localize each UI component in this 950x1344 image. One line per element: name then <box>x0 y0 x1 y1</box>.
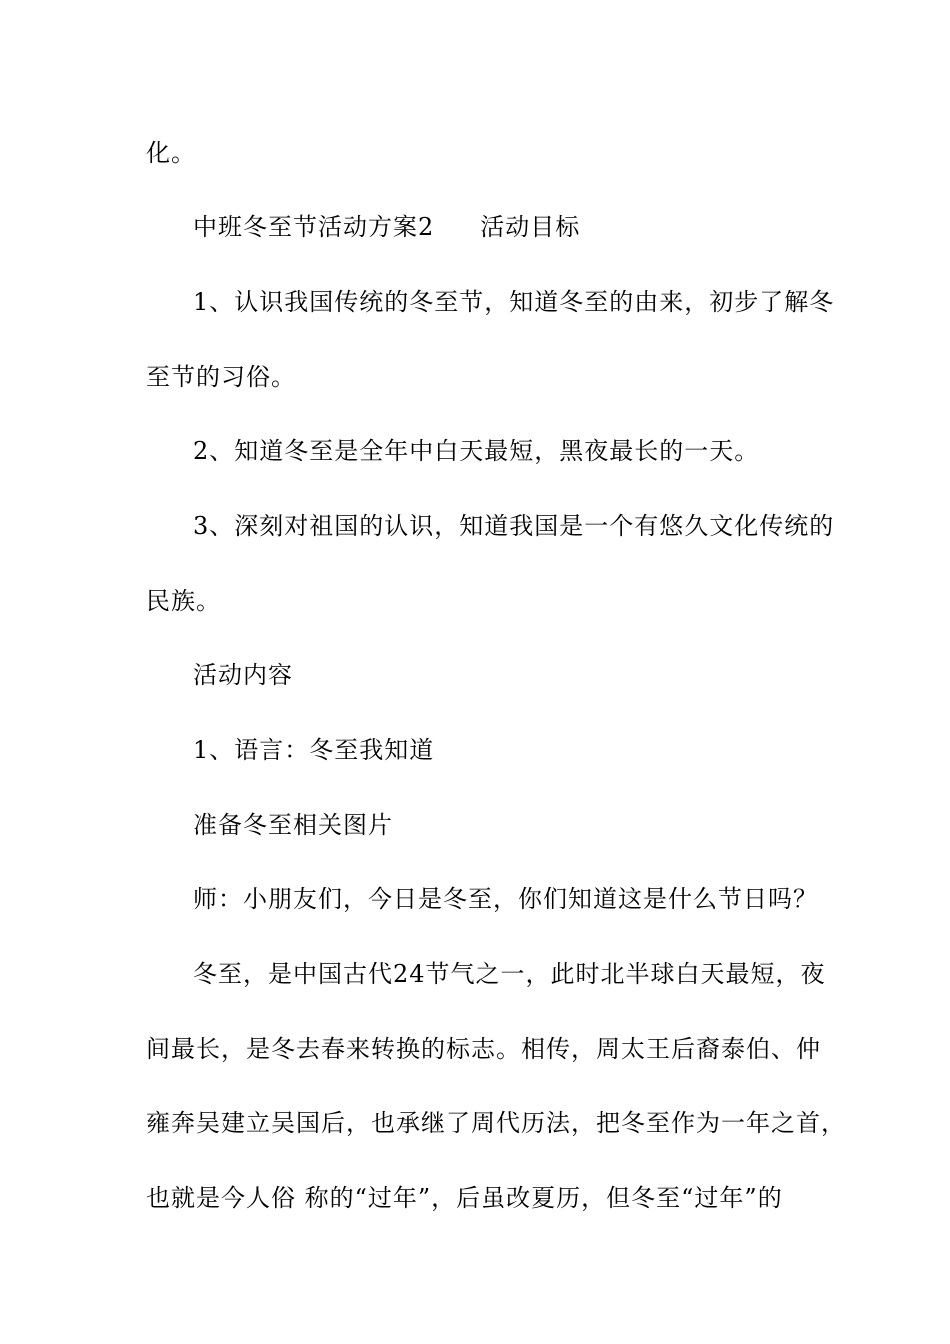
section-heading-line <box>193 212 883 242</box>
text-line: 1、认识我国传统的冬至节，知道冬至的由来，初步了解冬 <box>193 288 835 316</box>
plan-title: 中班冬至节活动方案2 <box>193 213 435 241</box>
text-line: 也就是今人俗 称的“过年”，后虽改夏历，但冬至“过年”的 <box>146 1184 783 1212</box>
text-line: 至节的习俗。 <box>146 363 296 391</box>
text-line: 2、知道冬至是全年中白天最短，黑夜最长的一天。 <box>193 437 760 465</box>
text-line: 1、语言：冬至我知道 <box>193 736 435 764</box>
section-heading: 活动目标 <box>480 213 581 241</box>
text-line: 冬至，是中国古代24节气之一，此时北半球白天最短，夜 <box>193 960 826 988</box>
text-line: 准备冬至相关图片 <box>193 811 393 839</box>
text-line: 雍奔吴建立吴国后，也承继了周代历法，把冬至作为一年之首， <box>146 1109 846 1137</box>
text-line: 化。 <box>146 139 196 167</box>
text-line: 间最长，是冬去春来转换的标志。相传，周太王后裔泰伯、仲 <box>146 1035 821 1063</box>
text-line: 师：小朋友们，今日是冬至，你们知道这是什么节日吗？ <box>193 885 818 913</box>
text-line: 民族。 <box>146 587 221 615</box>
section-heading: 活动内容 <box>193 661 293 689</box>
text-line: 3、深刻对祖国的认识，知道我国是一个有悠久文化传统的 <box>193 512 835 540</box>
